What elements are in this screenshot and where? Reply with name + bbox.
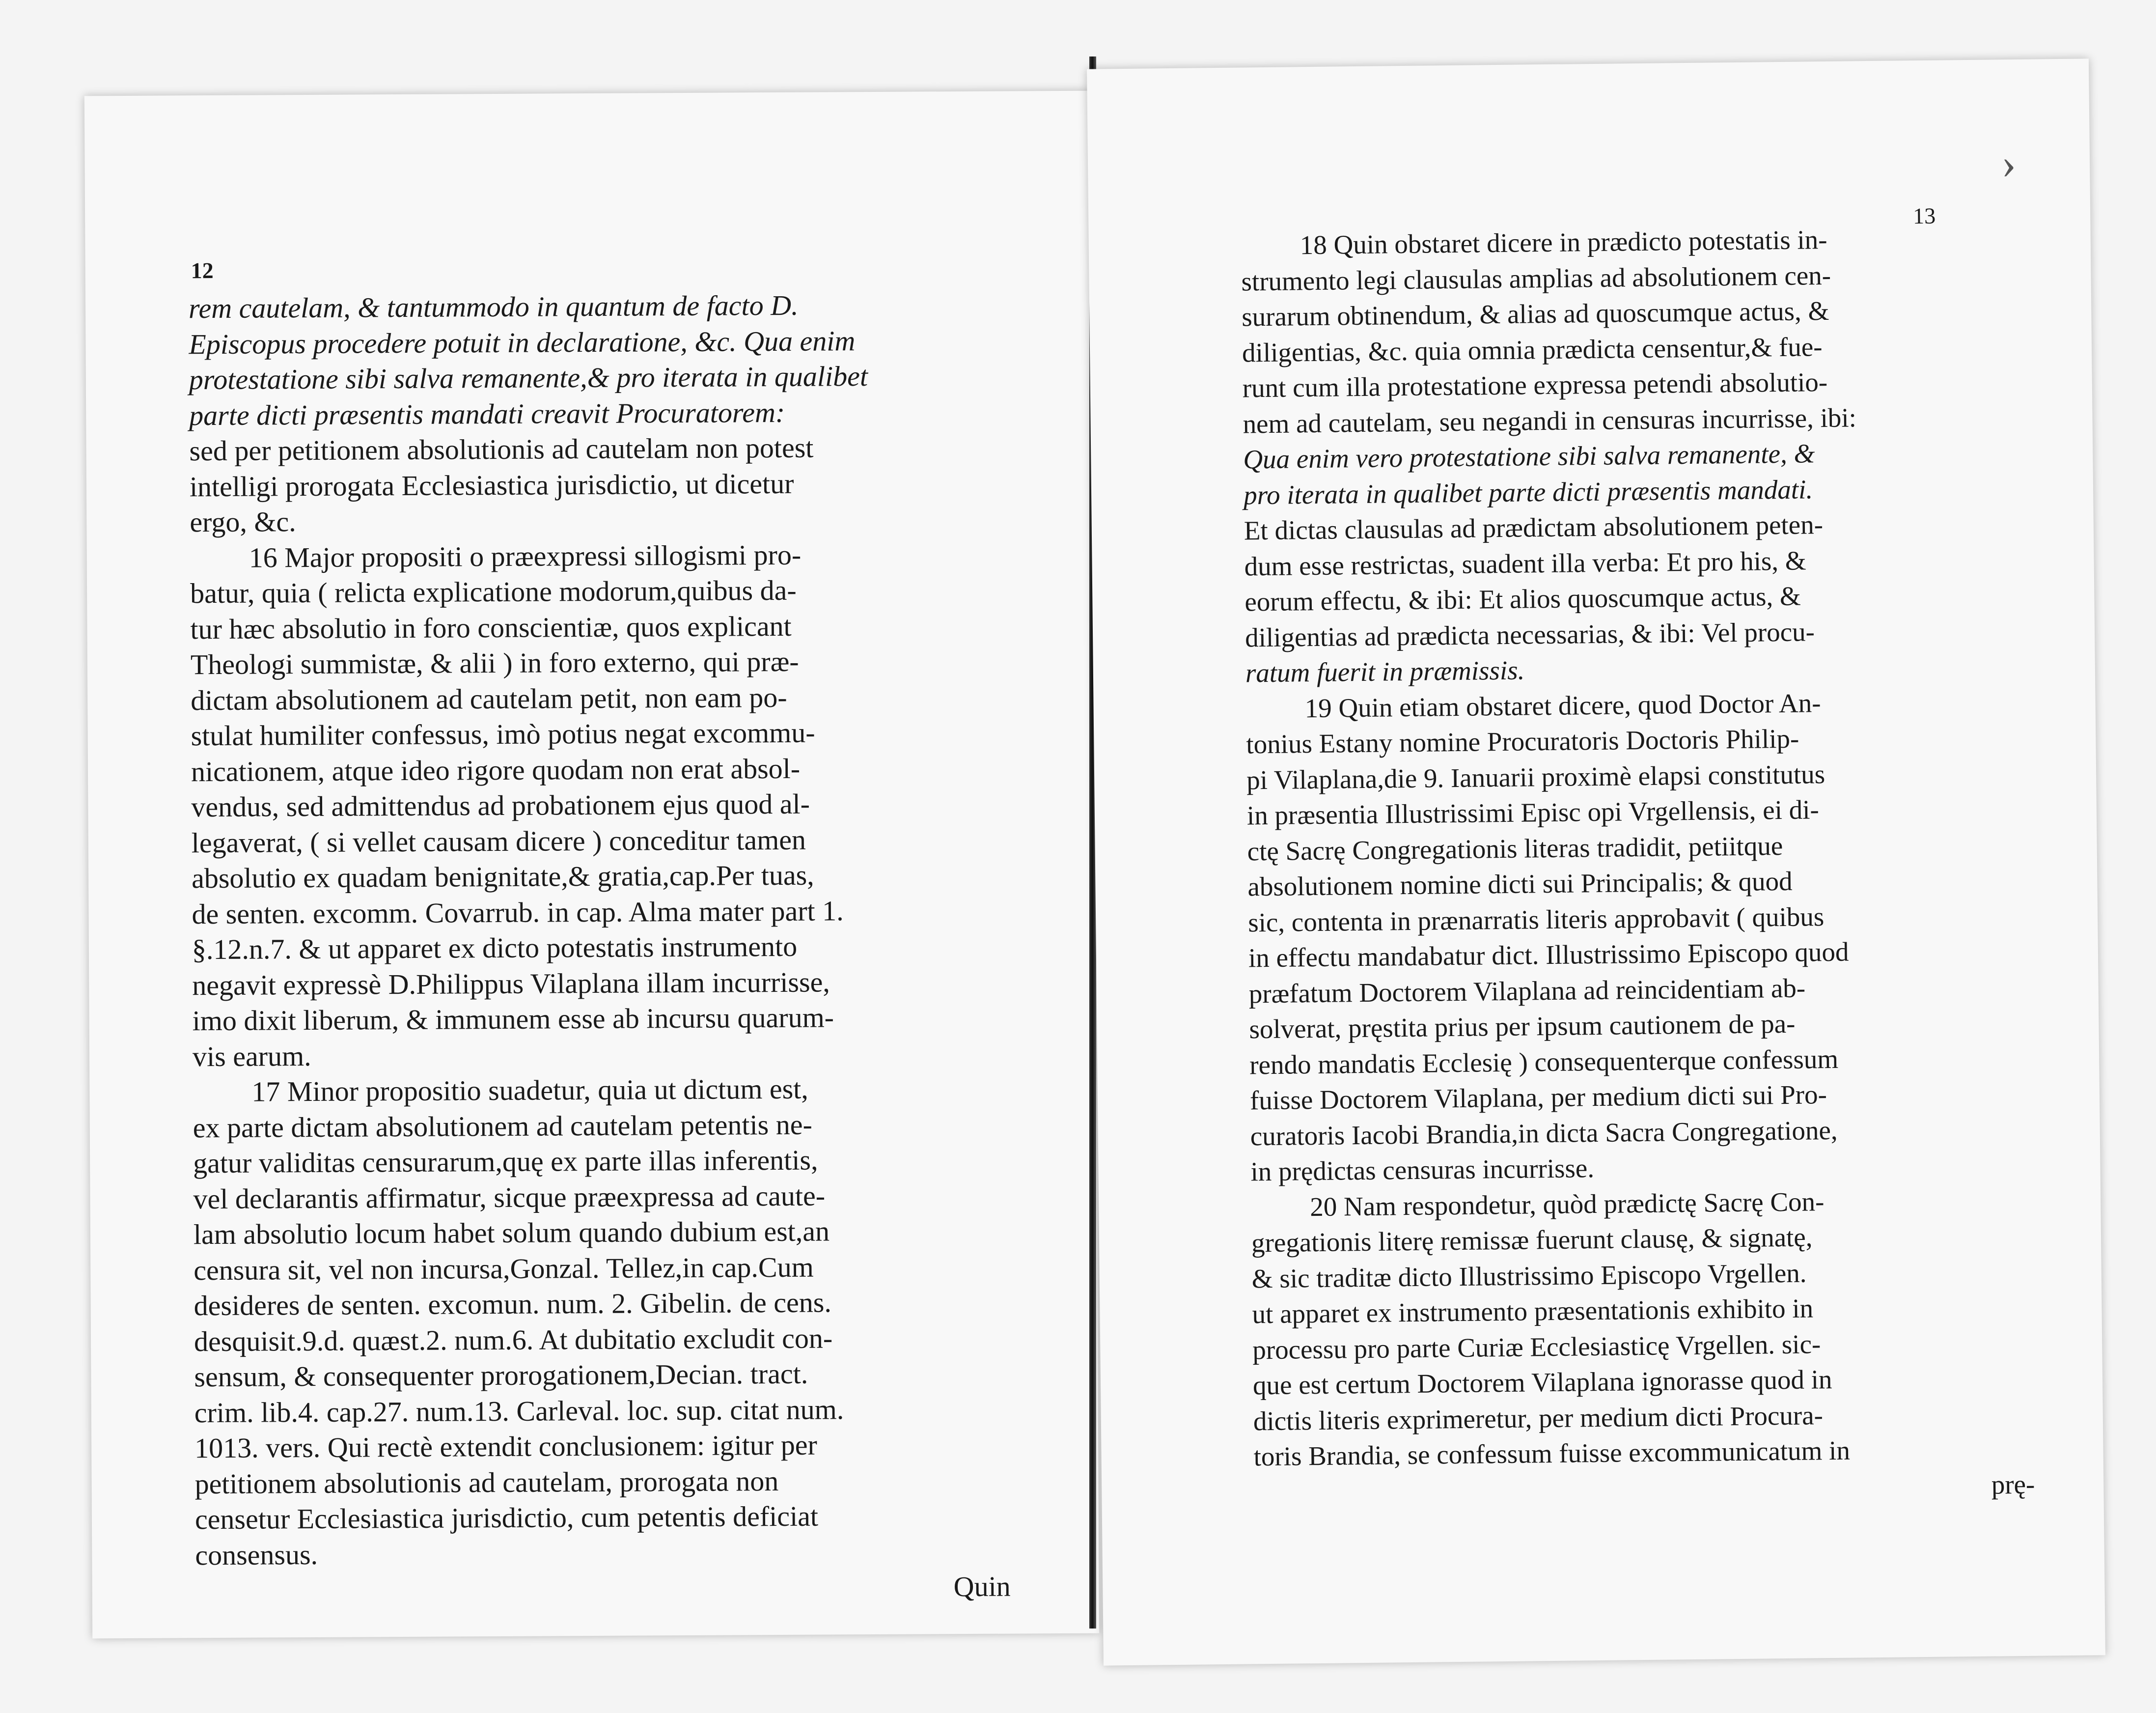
text-line: desideres de senten. excomun. num. 2. Gibelin. de cens. [193, 1286, 832, 1322]
text-line: absolutionem nomine dicti sui Principalis; & quod [1247, 866, 1793, 902]
text-line: stulat humiliter confessus, imò potius negat excommu- [191, 716, 815, 752]
text-line: dictam absolutionem ad cautelam petit, non eam po- [191, 681, 787, 716]
text-line: ergo, &c. [190, 505, 296, 538]
left-page [84, 91, 1099, 1639]
text-line: dictis literis exprimeretur, per medium dicti Procura- [1253, 1400, 1824, 1436]
text-line: nem ad cautelam, seu negandi in censuras incurrisse, ibi: [1243, 402, 1857, 439]
right-page-text [1241, 220, 2064, 1510]
text-line: sed per petitionem absolutionis ad cautelam non potest [189, 431, 814, 467]
text-line: batur, quia ( relicta explicatione modorum,quibus da- [190, 574, 797, 610]
text-line: 19 Quin etiam obstaret dicere, quod Doctor An- [1304, 687, 1821, 723]
text-line: que est certum Doctorem Vilaplana ignorasse quod in [1252, 1364, 1832, 1401]
text-line: strumento legi clausulas amplias ad absolutionem cen- [1241, 260, 1831, 296]
text-line: Theologi summistæ, & alii ) in foro externo, qui præ- [190, 645, 799, 681]
text-line: desquisit.9.d. quæst.2. num.6. At dubitatio excludit con- [193, 1321, 833, 1357]
text-line: Et dictas clausulas ad prædictam absolutionem peten- [1244, 509, 1824, 546]
catchword: prę- [1991, 1469, 2035, 1500]
text-line: diligentias ad prædicta necessarias, & ibi: Vel procu- [1244, 616, 1815, 652]
text-line: dum esse restrictas, suadent illa verba: Et pro his, & [1244, 545, 1806, 581]
text-line: petitionem absolutionis ad cautelam, prorogata non [194, 1464, 779, 1500]
text-line: in prędictas censuras incurrisse. [1250, 1153, 1595, 1187]
text-line: absolutio ex quadam benignitate,& gratia,cap.Per tuas, [191, 859, 814, 895]
text-line: ex parte dictam absolutionem ad cautelam petentis ne- [193, 1108, 812, 1144]
text-line: rendo mandatis Ecclesię ) consequenterque confessum [1249, 1043, 1839, 1080]
text-line: crim. lib.4. cap.27. num.13. Carleval. loc. sup. citat num. [194, 1393, 844, 1429]
text-line: intelligi prorogata Ecclesiastica jurisdictio, ut dicetur [189, 467, 794, 503]
text-line: ratum fuerit in præmissis. [1245, 655, 1525, 688]
text-line: Episcopus procedere potuit in declaratione, &c. Qua enim [189, 324, 856, 360]
right-page [1087, 58, 2105, 1665]
text-line: pro iterata in qualibet parte dicti præsentis mandati. [1243, 474, 1813, 510]
text-line: 20 Nam respondetur, quòd prædictę Sacrę Con- [1309, 1186, 1824, 1222]
text-line: in præsentia Illustrissimi Episc opi Vrgellensis, ei di- [1246, 794, 1820, 831]
text-line: toris Brandia, se confessum fuisse excommunicatum in [1253, 1435, 1851, 1472]
text-line: 16 Major propositi o præexpressi sillogismi pro- [249, 538, 802, 574]
text-line: negavit expressè D.Philippus Vilaplana illam incurrisse, [192, 965, 830, 1001]
text-line: lam absolutio locum habet solum quando dubium est,an [193, 1215, 830, 1251]
text-line: præfatum Doctorem Vilaplana ad reincidentiam ab- [1248, 973, 1806, 1009]
text-line: tonius Estany nomine Procuratoris Doctoris Philip- [1246, 723, 1799, 759]
text-line: curatoris Iacobi Brandia,in dicta Sacra Congregatione, [1250, 1115, 1838, 1151]
text-line: vis earum. [192, 1039, 311, 1072]
text-line: sensum, & consequenter prorogationem,Decian. tract. [194, 1357, 808, 1393]
text-line: gregationis literę remissæ fuerunt clausę, & signatę, [1251, 1222, 1813, 1258]
text-line: 18 Quin obstaret dicere in prædicto potestatis in- [1299, 225, 1827, 260]
text-line: sic, contenta in prænarratis literis approbavit ( quibus [1247, 901, 1824, 937]
page-number: 12 [191, 258, 214, 283]
text-line: consensus. [195, 1538, 318, 1571]
text-line: vendus, sed admittendus ad probationem ejus quod al- [191, 787, 810, 823]
text-line: censura sit, vel non incursa,Gonzal. Tellez,in cap.Cum [193, 1251, 814, 1286]
text-line: pi Vilaplana,die 9. Ianuarii proximè elapsi constitutus [1246, 758, 1825, 795]
text-line: Qua enim vero protestatione sibi salva remanente, & [1243, 438, 1815, 475]
text-line: protestatione sibi salva remanente,& pro iterata in qualibet [189, 360, 868, 396]
catchword: Quin [953, 1570, 1011, 1603]
text-line: & sic traditæ dicto Illustrissimo Episcopo Vrgellen. [1251, 1258, 1807, 1293]
pencil-mark: › [2001, 139, 2017, 188]
text-line: runt cum illa protestatione expressa petendi absolutio- [1242, 367, 1828, 403]
text-line: fuisse Doctorem Vilaplana, per medium dicti sui Pro- [1249, 1079, 1827, 1116]
text-line: ctę Sacrę Congregationis literas tradidit, petiitque [1247, 830, 1783, 866]
text-line: rem cautelam, & tantummodo in quantum de facto D. [188, 289, 799, 325]
text-line: 17 Minor propositio suadetur, quia ut dictum est, [251, 1072, 808, 1108]
text-line: tur hæc absolutio in foro conscientiæ, quos explicant [190, 610, 792, 645]
text-line: §.12.n.7. & ut apparet ex dicto potestatis instrumento [192, 930, 798, 966]
text-line: ut apparet ex instrumento præsentationis exhibito in [1252, 1293, 1814, 1329]
text-line: diligentias, &c. quia omnia prædicta censentur,& fue- [1242, 331, 1823, 367]
text-line: solverat, pręstita prius per ipsum cautionem de pa- [1249, 1008, 1796, 1044]
text-line: in effectu mandabatur dict. Illustrissimo Episcopo quod [1248, 936, 1849, 973]
text-line: 1013. vers. Qui rectè extendit conclusionem: igitur per [194, 1429, 817, 1464]
text-line: parte dicti præsentis mandati creavit Procuratorem: [189, 396, 785, 431]
page-number: 13 [1912, 203, 1936, 229]
text-line: censetur Ecclesiastica jurisdictio, cum petentis deficiat [194, 1500, 819, 1536]
text-line: imo dixit liberum, & immunem esse ab incursu quarum- [192, 1001, 834, 1037]
text-line: de senten. excomm. Covarrub. in cap. Alma mater part 1. [192, 894, 844, 930]
text-line: legaverat, ( si vellet causam dicere ) conceditur tamen [191, 823, 806, 859]
text-line: nicationem, atque ideo rigore quodam non erat absol- [191, 752, 801, 787]
text-line: vel declarantis affirmatur, sicque præexpressa ad caute- [193, 1179, 826, 1215]
text-line: gatur validitas censurarum,quę ex parte illas inferentis, [193, 1144, 818, 1179]
text-line: surarum obtinendum, & alias ad quoscumque actus, & [1242, 295, 1829, 332]
text-line: eorum effectu, & ibi: Et alios quoscumque actus, & [1244, 581, 1801, 617]
left-page-text [189, 286, 1040, 1608]
text-line: processu pro parte Curiæ Ecclesiasticę Vrgellen. sic- [1252, 1328, 1821, 1365]
